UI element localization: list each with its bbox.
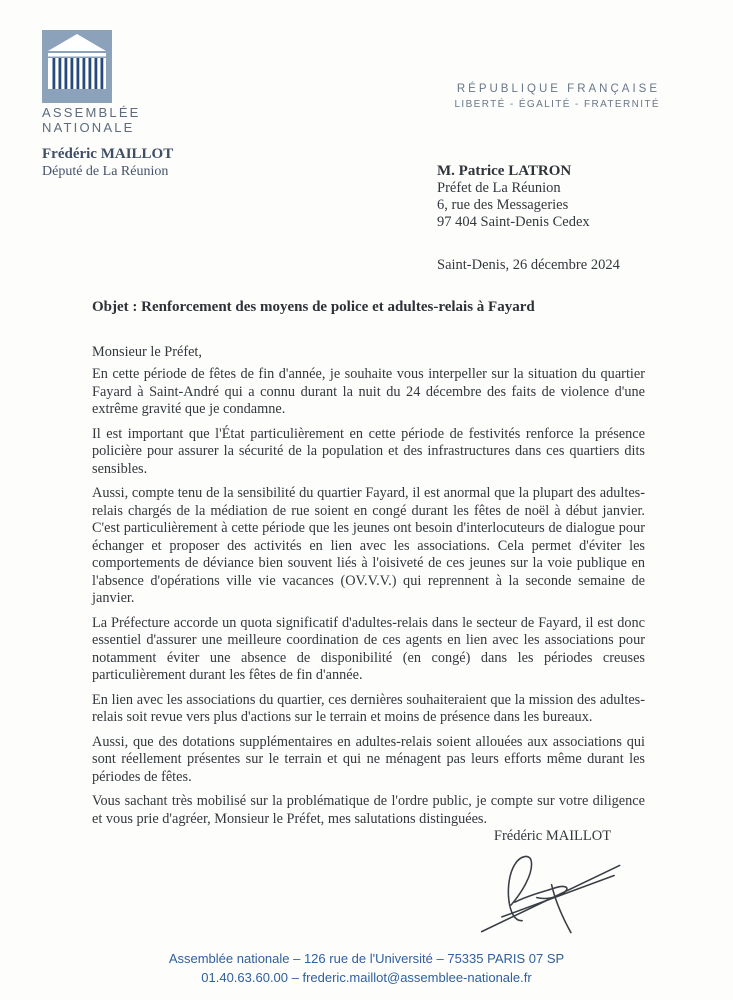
recipient-block (437, 163, 590, 231)
subject-line: Objet : Renforcement des moyens de police et adultes-relais à Fayard (92, 299, 535, 315)
recipient-title: Préfet de La Réunion (437, 180, 561, 196)
handwritten-signature-icon (470, 847, 635, 939)
paragraph-5: En lien avec les associations du quartier, ces dernières souhaiteraient que la mission des adultes-relais soit revue vers plus d'actions sur le terrain et moins de présence dans les bureaux. (92, 691, 645, 725)
footer-contact: 01.40.63.60.00 – frederic.maillot@assemblee-nationale.fr (201, 970, 532, 985)
paragraph-4: La Préfecture accorde un quota significatif d'adultes-relais dans le secteur de Fayard, il est donc essentiel d'assurer une meilleure coordination de ces agents en lien avec les associations pour notamment éviter une absence de disponibilité (en congé) dans les périodes creuses particulièrement durant les fêtes de fin d'année. (92, 614, 645, 683)
date-line: Saint-Denis, 26 décembre 2024 (437, 257, 620, 273)
recipient-name: M. Patrice LATRON (437, 163, 572, 179)
signature-name: Frédéric MAILLOT (493, 828, 612, 844)
republique-line1: RÉPUBLIQUE FRANÇAISE (456, 83, 660, 95)
letter-body (92, 366, 645, 835)
footer-address: Assemblée nationale – 126 rue de l'Université – 75335 PARIS 07 SP (168, 951, 565, 966)
logo-caption (42, 106, 282, 135)
republique-line2: LIBERTÉ - ÉGALITÉ - FRATERNITÉ (454, 99, 660, 110)
paragraph-7: Vous sachant très mobilisé sur la problématique de l'ordre public, je compte sur votre diligence et vous prie d'agréer, Monsieur le Préfet, mes salutations distinguées. (92, 793, 645, 827)
salutation: Monsieur le Préfet, (92, 344, 202, 360)
recipient-street: 6, rue des Messageries (437, 197, 569, 213)
sender-title: Député de La Réunion (42, 164, 169, 179)
recipient-city: 97 404 Saint-Denis Cedex (437, 214, 590, 230)
paragraph-3: Aussi, compte tenu de la sensibilité du quartier Fayard, il est anormal que la plupart des adultes-relais chargés de la médiation de rue soient en congé durant les fêtes de noël à début janvier. C'est particulièrement à cette période que les jeunes ont besoin d'interlocuteurs de dialogue pour échanger et proposer des activités en lien avec les associations. Cela permet d'éviter les comportements de déviance bien souvent liés à l'oisiveté de ces jeunes sur la voie publique en l'absence d'opérations ville vie vacances (OV.V.V.) qui reprennent à la seconde semaine de janvier. (92, 485, 645, 606)
letterhead-brand (42, 30, 282, 180)
paragraph-1: En cette période de fêtes de fin d'année, je souhaite vous interpeller sur la situation du quartier Fayard à Saint-André qui a connu durant la nuit du 24 décembre des faits de violence d'une extrême gravité que je condamne. (92, 366, 645, 417)
republique-francaise-block (454, 83, 660, 110)
assemblee-nationale-logo-icon (42, 30, 112, 103)
logo-caption-line2: NATIONALE (42, 119, 135, 135)
paragraph-2: Il est important que l'État particulièrement en cette période de festivités renforce la présence policière pour assurer la sécurité de la population et des infrastructures dans ces quartiers dits sensibles. (92, 425, 645, 477)
logo-caption-line1: ASSEMBLÉE (42, 105, 141, 120)
sender-name: Frédéric MAILLOT (42, 146, 174, 162)
page-footer (0, 949, 733, 987)
paragraph-6: Aussi, que des dotations supplémentaires en adultes-relais soient allouées aux associations qui sont réellement présentes sur le terrain et qui ne ménagent pas leurs efforts même durant les périodes de fêtes. (92, 733, 645, 785)
signature-block (455, 828, 650, 939)
